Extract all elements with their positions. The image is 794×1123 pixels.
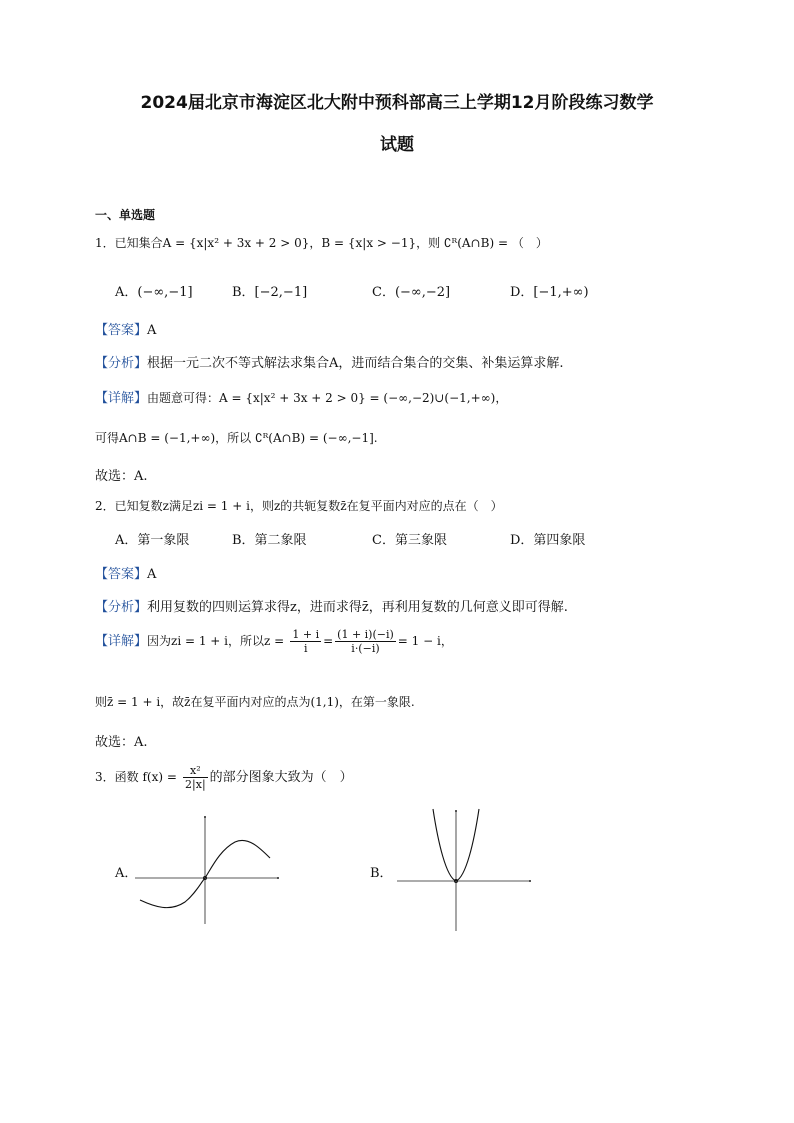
- detail-text-post: = 1 − i，: [397, 634, 453, 648]
- q3-graph-b: [392, 807, 537, 937]
- answer-value: A: [147, 567, 157, 582]
- q3-fraction-numerator: x²: [183, 764, 208, 778]
- q2-option-b: B．第二象限: [232, 533, 307, 548]
- q2-conclusion: 故选：A.: [95, 735, 148, 750]
- graph-b-y-arrow: [455, 810, 457, 812]
- fraction-1-denominator: i: [303, 642, 308, 655]
- equals-sign: =: [323, 634, 334, 648]
- q2-analysis: [95, 596, 568, 615]
- fraction-1-numerator: 1 + i: [292, 628, 320, 641]
- q2-option-a: A．第一象限: [115, 533, 190, 548]
- q2-option-c: C．第三象限: [372, 533, 447, 548]
- fraction-2: [335, 628, 396, 655]
- answer-tag: 【答案】: [95, 567, 148, 582]
- q1-stem: 1．已知集合A = {x|x² + 3x + 2 > 0}，B = {x|x > −1}，则 ∁ᴿ(A∩B) = （ ）: [95, 236, 548, 250]
- q3-fraction-denominator: 2|x|: [185, 778, 206, 791]
- q3-fraction: [183, 764, 208, 791]
- q2-option-d: D．第四象限: [510, 533, 586, 548]
- detail-text-pre: 因为zi = 1 + i，所以z =: [147, 634, 285, 648]
- document-title-line1: 2024届北京市海淀区北大附中预科部高三上学期12月阶段练习数学: [140, 93, 654, 113]
- detail-tag: 【详解】: [95, 391, 148, 406]
- q1-detail-line2: 可得A∩B = (−1,+∞)，所以 ∁ᴿ(A∩B) = (−∞,−1].: [95, 431, 378, 445]
- analysis-text: 根据一元二次不等式解法求集合A，进而结合集合的交集、补集运算求解.: [147, 356, 564, 371]
- analysis-tag: 【分析】: [95, 600, 148, 615]
- q2-stem: 2．已知复数z满足zi = 1 + i，则z的共轭复数z̄在复平面内对应的点在（ ）: [95, 499, 503, 513]
- document-title-line2: 试题: [380, 135, 414, 155]
- analysis-tag: 【分析】: [95, 356, 148, 371]
- graph-a-y-arrow: [204, 816, 206, 818]
- q2-answer: [95, 563, 156, 582]
- q3-stem: [95, 764, 353, 791]
- answer-value: A: [147, 323, 157, 338]
- q3-stem-pre: 3．函数 f(x) =: [95, 770, 177, 784]
- detail-text: 由题意可得：A = {x|x² + 3x + 2 > 0} = (−∞,−2)∪(−1,+∞)，: [147, 391, 508, 405]
- fraction-2-denominator: i·(−i): [351, 642, 380, 655]
- q1-option-b: B．[−2,−1]: [232, 285, 308, 300]
- answer-tag: 【答案】: [95, 323, 148, 338]
- analysis-text: 利用复数的四则运算求得z，进而求得z̄，再利用复数的几何意义即可得解.: [147, 600, 568, 615]
- q1-detail: [95, 387, 507, 406]
- q1-option-d: D．[−1,+∞): [510, 285, 589, 300]
- q3-option-b-label: B．: [370, 866, 393, 881]
- q1-answer: [95, 319, 156, 338]
- detail-tag: 【详解】: [95, 634, 148, 649]
- q3-stem-post: 的部分图象大致为（ ）: [209, 770, 353, 785]
- fraction-2-numerator: (1 + i)(−i): [337, 628, 394, 641]
- graph-b-x-arrow: [529, 880, 531, 882]
- q1-option-c: C．(−∞,−2]: [372, 285, 451, 300]
- section-heading: 一、单选题: [95, 208, 156, 222]
- q3-graph-a: [130, 812, 290, 932]
- q1-conclusion: 故选：A.: [95, 469, 148, 484]
- q1-option-a: A．(−∞,−1]: [115, 285, 193, 300]
- q1-analysis: [95, 352, 564, 371]
- q2-detail-line2: 则z̄ = 1 + i，故z̄在复平面内对应的点为(1,1)，在第一象限.: [95, 695, 415, 709]
- fraction-1: [290, 628, 321, 655]
- q2-detail: [95, 628, 453, 655]
- q3-option-a-label: A．: [115, 866, 138, 881]
- graph-a-x-arrow: [277, 877, 279, 879]
